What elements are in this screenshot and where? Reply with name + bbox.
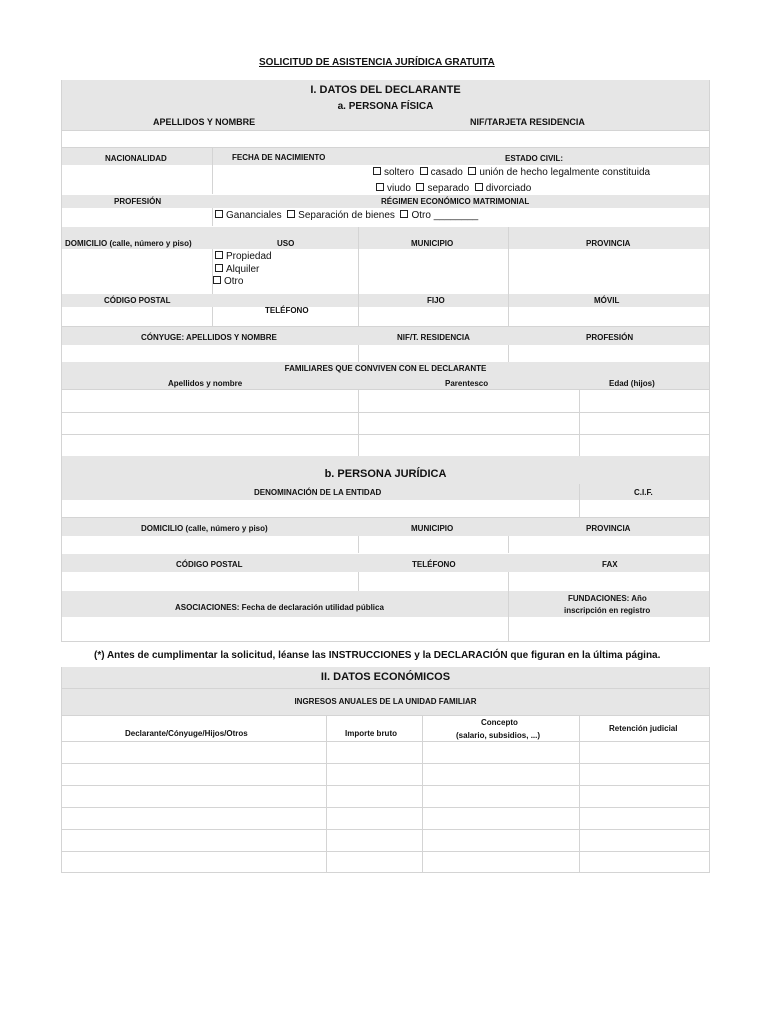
- separacion-bienes-checkbox[interactable]: [287, 210, 395, 221]
- cif-label: C.I.F.: [634, 488, 653, 497]
- domicilio-b-label: DOMICILIO (calle, número y piso): [141, 524, 268, 533]
- denominacion-label: DENOMINACIÓN DE LA ENTIDAD: [254, 488, 382, 497]
- col-retencion: Retención judicial: [609, 724, 678, 733]
- viudo-checkbox[interactable]: [376, 183, 411, 194]
- uso-otro-checkbox[interactable]: [213, 276, 243, 288]
- regimen-label: RÉGIMEN ECONÓMICO MATRIMONIAL: [381, 197, 530, 206]
- fecha-nacimiento-label: FECHA DE NACIMIENTO: [232, 153, 326, 162]
- fax-label: FAX: [602, 560, 618, 569]
- municipio-b-label: MUNICIPIO: [411, 524, 454, 533]
- fundaciones-label-1: FUNDACIONES: Año: [568, 594, 647, 603]
- col-concepto: Concepto: [481, 718, 518, 727]
- telefono-label: TELÉFONO: [265, 306, 309, 315]
- col-importe: Importe bruto: [345, 729, 397, 738]
- divorciado-checkbox[interactable]: [475, 183, 532, 194]
- persona-fisica-heading: a. PERSONA FÍSICA: [337, 101, 434, 112]
- familiares-label: FAMILIARES QUE CONVIVEN CON EL DECLARANTE: [284, 364, 487, 373]
- fam-col-apellidos: Apellidos y nombre: [168, 379, 243, 388]
- form-title: SOLICITUD DE ASISTENCIA JURÍDICA GRATUITA: [259, 57, 495, 68]
- soltero-checkbox[interactable]: [373, 167, 414, 178]
- estado-civil-options-2: [376, 183, 531, 195]
- gananciales-checkbox[interactable]: [215, 210, 282, 221]
- fijo-label: FIJO: [427, 296, 445, 305]
- nif-tarjeta-label: NIF/TARJETA RESIDENCIA: [470, 117, 585, 127]
- casado-checkbox[interactable]: [420, 167, 463, 178]
- union-hecho-checkbox[interactable]: [468, 167, 650, 178]
- section2-heading: II. DATOS ECONÓMICOS: [320, 671, 451, 683]
- section1-heading: I. DATOS DEL DECLARANTE: [310, 84, 461, 96]
- regimen-otro-label: Otro ________: [411, 210, 479, 221]
- asociaciones-label: ASOCIACIONES: Fecha de declaración utilidad pública: [175, 603, 384, 612]
- uso-alquiler-checkbox[interactable]: [215, 264, 259, 276]
- provincia-b-label: PROVINCIA: [586, 524, 631, 533]
- municipio-label: MUNICIPIO: [411, 239, 454, 248]
- col-concepto-sub: (salario, subsidios, ...): [456, 731, 541, 740]
- soltero-label: soltero: [384, 167, 415, 178]
- propiedad-label: Propiedad: [226, 251, 272, 262]
- domicilio-label: DOMICILIO (calle, número y piso): [65, 239, 192, 248]
- fam-col-edad: Edad (hijos): [609, 379, 655, 388]
- apellidos-nombre-label: APELLIDOS Y NOMBRE: [153, 117, 256, 127]
- casado-label: casado: [430, 167, 463, 178]
- fundaciones-label-2: inscripción en registro: [564, 606, 651, 615]
- col-declarante: Declarante/Cónyuge/Hijos/Otros: [125, 729, 248, 738]
- separacion-bienes-label: Separación de bienes: [298, 210, 395, 221]
- gananciales-label: Gananciales: [226, 210, 282, 221]
- viudo-label: viudo: [387, 183, 411, 194]
- regimen-options: [215, 210, 478, 222]
- profesion-label: PROFESIÓN: [114, 197, 162, 206]
- fam-col-parentesco: Parentesco: [445, 379, 489, 388]
- regimen-otro-checkbox[interactable]: [400, 210, 478, 221]
- conyuge-label: CÓNYUGE: APELLIDOS Y NOMBRE: [141, 333, 277, 342]
- divorciado-label: divorciado: [485, 183, 532, 194]
- persona-juridica-heading: b. PERSONA JURÍDICA: [324, 468, 447, 480]
- uso-otro-label: Otro: [224, 276, 244, 287]
- separado-checkbox[interactable]: [416, 183, 469, 194]
- uso-propiedad-checkbox[interactable]: [215, 251, 272, 263]
- ingresos-label: INGRESOS ANUALES DE LA UNIDAD FAMILIAR: [294, 697, 477, 706]
- nacionalidad-label: NACIONALIDAD: [105, 154, 167, 163]
- estado-civil-label: ESTADO CIVIL:: [505, 154, 564, 163]
- telefono-b-label: TELÉFONO: [412, 560, 456, 569]
- uso-label: USO: [277, 239, 295, 248]
- alquiler-label: Alquiler: [226, 264, 260, 275]
- union-hecho-label: unión de hecho legalmente constituida: [479, 167, 651, 178]
- nif-t-residencia-label: NIF/T. RESIDENCIA: [397, 333, 470, 342]
- provincia-label: PROVINCIA: [586, 239, 631, 248]
- profesion2-label: PROFESIÓN: [586, 333, 634, 342]
- movil-label: MÓVIL: [594, 296, 620, 305]
- separado-label: separado: [427, 183, 470, 194]
- estado-civil-options-1: [373, 167, 650, 179]
- codigo-postal-label: CÓDIGO POSTAL: [104, 296, 171, 305]
- instructions-note: (*) Antes de cumplimentar la solicitud, léanse las INSTRUCCIONES y la DECLARACIÓN que figuran en la última página.: [94, 650, 661, 661]
- codigo-postal-b-label: CÓDIGO POSTAL: [176, 560, 243, 569]
